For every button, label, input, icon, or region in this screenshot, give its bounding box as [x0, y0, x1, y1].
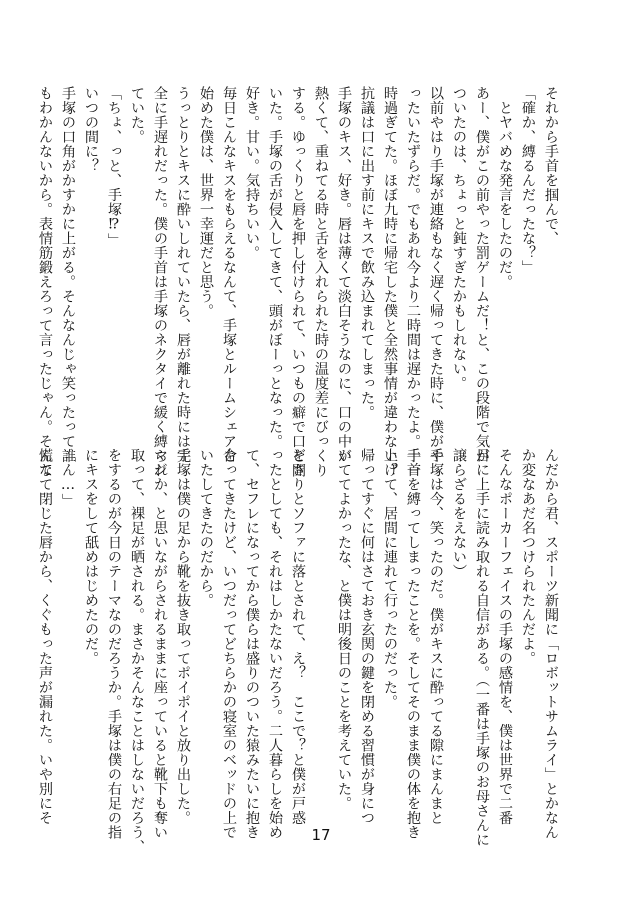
text-line: 取って、裸足が晒される。まさかそんなことはしないだろう、: [129, 448, 145, 854]
text-line: にキスをして舐めはじめたのだ。: [83, 448, 99, 666]
text-line: する。ゆっくりと唇を押し付けられて、いつもの癖で口を開: [290, 86, 306, 478]
text-line: 始めた僕は、世界一幸運だと思う。: [198, 86, 214, 318]
text-line: そんなポーカーフェイスの手塚の感情を、僕は世界で二番: [497, 448, 513, 825]
page-number: 17: [311, 826, 331, 844]
text-line: 手塚の口角がかすかに上がる。そんなんじゃ笑ったって誰: [60, 86, 76, 463]
text-line: マジか、と思いながらされるままに座っていると靴下も奪い: [152, 448, 168, 840]
text-line: 「確か、縛るんだったな？」: [520, 86, 536, 275]
text-line: いつの間に？: [83, 86, 99, 173]
text-line: 目に上手に読み取れる自信がある。（一番は手塚のお母さんに: [474, 448, 490, 847]
text-line: 慌てて閉じた唇から、くぐもった声が漏れた。いや別にそ: [37, 448, 53, 825]
text-line: ったとしても、それはしかたないだろう。二人暮らしを始め: [267, 448, 283, 840]
text-line: 「ちょ、っと、手塚⁉」: [106, 86, 122, 248]
text-line: 抗議は口に出す前にキスで飲み込まれてしまった。: [359, 86, 375, 420]
text-line: とヤバめな発言をしたのだ。: [497, 86, 513, 289]
text-line: ていた。: [129, 86, 145, 144]
text-line: ついたのは、ちょっと鈍すぎたかもしれない。: [451, 86, 467, 391]
text-line: 熱くて、重ねてる時と舌を入れられた時の温度差にびっくり: [313, 86, 329, 478]
text-line: あー、僕がこの前やった罰ゲームだ！と、この段階で気が: [474, 86, 490, 463]
text-line: 手塚のキス、好き。唇は薄くて淡白そうなのに、口の中が: [336, 86, 352, 463]
text-line: んだから君、スポーツ新聞に「ロボットサムライ」とかなん: [543, 448, 559, 840]
text-line: もわかんないから。表情筋鍛えろって言ったじゃん。そんな: [37, 86, 53, 478]
text-line: いててよかったな、と僕は明後日のことを考えていた。: [336, 448, 352, 811]
text-line: て、セフレになってから僕らは盛りのついた猿みたいに抱き: [244, 448, 260, 840]
text-line: 手塚は今、笑ったのだ。僕がキスに酔ってる隙にまんまと: [428, 448, 444, 825]
text-line: 好き。甘い。気持ちいい。: [244, 86, 260, 260]
text-line: それから手首を掴んで、: [543, 86, 559, 246]
text-line: 時過ぎてた。ほぼ九時に帰宅した僕と全然事情が違わない？: [382, 86, 398, 478]
text-line: 毎日こんなキスをもらえるなんて、手塚とルームシェアを: [221, 86, 237, 463]
text-line: 以前やはり手塚が連絡もなく遅く帰ってきた時に、僕がや: [428, 86, 444, 463]
text-line: か変なあだ名つけられたんだよ。: [520, 448, 536, 666]
text-line: 手首を縛ってしまったことを。そしてそのまま僕の体を抱き: [405, 448, 421, 840]
text-line: ったいたずらだ。でもあれ今より二時間は遅かったよ。十一: [405, 86, 421, 478]
text-line: うっとりとキスに酔いしれていたら、唇が離れた時には完: [175, 86, 191, 463]
text-line: をするのが今日のテーマなのだろうか。手塚は僕の右足の指: [106, 448, 122, 840]
text-line: どさりとソファに落とされて、え？ ここで？と僕が戸惑: [290, 448, 306, 825]
text-line: [309, 448, 332, 774]
text-line: 合ってきたけど、いつだってどちらかの寝室のベッドの上で: [221, 448, 237, 840]
text-line: いた。手塚の舌が侵入してきて、頭がぼーっとなった。: [267, 86, 283, 449]
text-line: 譲らざるをえない）: [451, 448, 467, 579]
text-line: 手塚は僕の足から靴を抜き取ってポイポイと放り出した。: [175, 448, 191, 825]
upper-text-block: [37, 86, 562, 478]
text-line: 上げて、居間に連れて行ったのだった。: [382, 448, 398, 709]
text-line: 「ん…」: [60, 448, 76, 508]
text-line: 帰ってすぐに何はさておき玄関の鍵を閉める習慣が身につ: [359, 448, 375, 825]
text-line: いたしてきたのだから。: [198, 448, 214, 608]
text-line: 全に手遅れだった。僕の手首は手塚のネクタイで緩く縛られ: [152, 86, 168, 478]
